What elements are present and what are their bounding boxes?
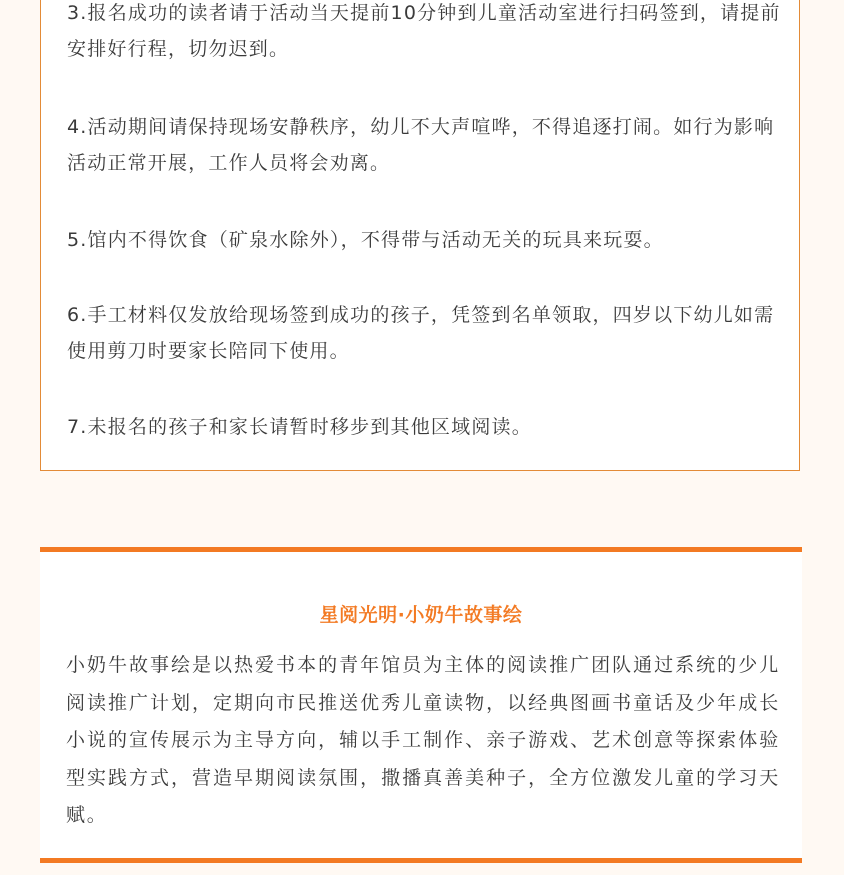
rule-item-7: 7.未报名的孩子和家长请暂时移步到其他区域阅读。 xyxy=(67,416,532,438)
section-description: 小奶牛故事绘是以热爱书本的青年馆员为主体的阅读推广团队通过系统的少儿阅读推广计划，定期向市民推送优秀儿童读物，以经典图画书童话及少年成长小说的宣传展示为主导方向，辅以手工制作、亲子游戏、艺术创意等探索体验型实践方式，营造早期阅读氛围，撒播真善美种子，全方位激发儿童的学习天赋。 xyxy=(66,654,780,826)
card-bottom-accent-bar xyxy=(40,858,802,863)
story-intro-card xyxy=(40,547,802,863)
card-top-accent-bar xyxy=(40,547,802,552)
section-title: 星阅光明·小奶牛故事绘 xyxy=(319,604,523,626)
rule-item-4: 4.活动期间请保持现场安静秩序，幼儿不大声喧哗，不得追逐打闹。如行为影响活动正常开展，工作人员将会劝离。 xyxy=(67,116,775,174)
activity-rules-box xyxy=(40,0,800,471)
rule-item-6: 6.手工材料仅发放给现场签到成功的孩子，凭签到名单领取，四岁以下幼儿如需使用剪刀时要家长陪同下使用。 xyxy=(67,304,775,362)
rule-item-3: 3.报名成功的读者请于活动当天提前10分钟到儿童活动室进行扫码签到，请提前安排好行程，切勿迟到。 xyxy=(67,2,781,60)
rule-item-5: 5.馆内不得饮食（矿泉水除外），不得带与活动无关的玩具来玩耍。 xyxy=(67,229,664,251)
